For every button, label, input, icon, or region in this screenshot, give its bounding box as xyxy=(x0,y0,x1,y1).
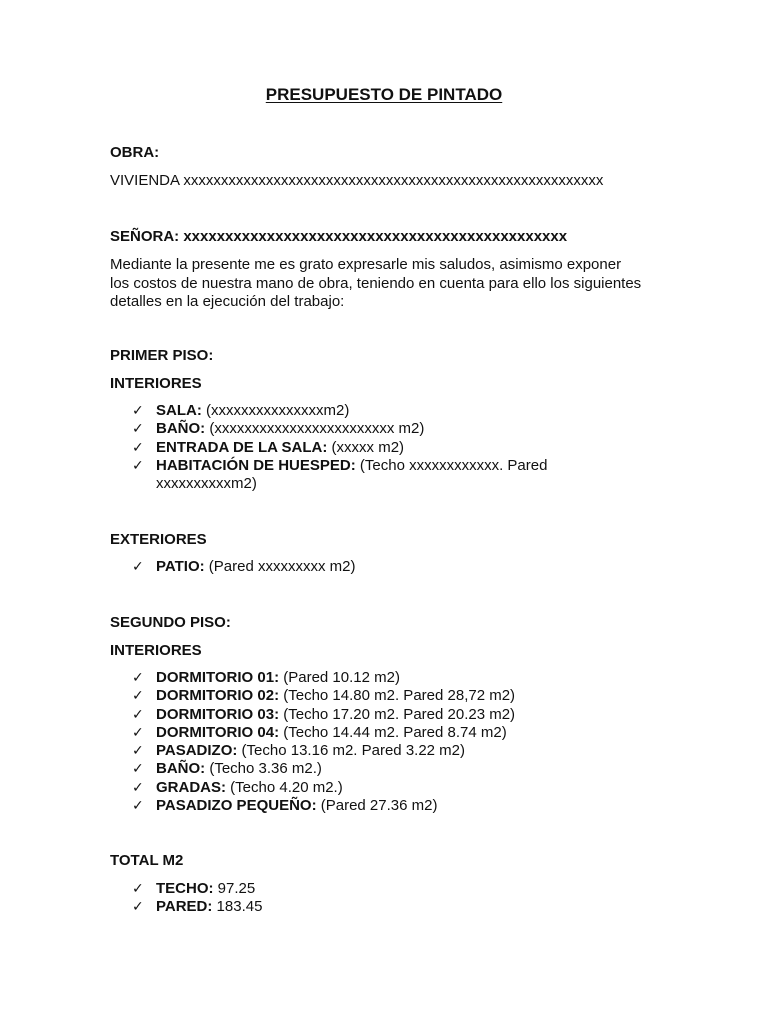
item-detail: (Techo 14.44 m2. Pared 8.74 m2) xyxy=(279,723,507,741)
check-icon: ✓ xyxy=(132,439,144,456)
list-item xyxy=(132,687,515,705)
document-title: PRESUPUESTO DE PINTADO xyxy=(265,85,503,104)
check-icon: ✓ xyxy=(132,403,144,419)
item-detail: (Techo 13.16 m2. Pared 3.22 m2) xyxy=(237,742,466,760)
item-label: BAÑO: xyxy=(156,760,206,778)
list-item xyxy=(132,880,262,898)
item-detail: 183.45 xyxy=(212,898,263,916)
segundo-piso-interiores-list xyxy=(132,669,515,815)
segundo-piso-interiores-heading: INTERIORES xyxy=(110,642,202,659)
item-label: GRADAS: xyxy=(156,778,226,796)
item-detail: (Pared xxxxxxxxx m2) xyxy=(204,558,356,575)
list-item xyxy=(132,402,547,420)
item-detail: (xxxxx m2) xyxy=(327,438,405,456)
obra-value: VIVIENDA xxxxxxxxxxxxxxxxxxxxxxxxxxxxxxxxxxxxxxxxxxxxxxxxxxxxxxxx xyxy=(110,172,604,189)
item-label: BAÑO: xyxy=(156,420,206,438)
check-icon: ✓ xyxy=(132,421,144,438)
list-item xyxy=(132,420,547,438)
list-item xyxy=(132,457,547,494)
check-icon: ✓ xyxy=(132,798,144,815)
list-item xyxy=(132,797,515,815)
check-icon: ✓ xyxy=(132,899,144,916)
intro-line: detalles en la ejecución del trabajo: xyxy=(110,293,345,310)
item-detail: (Techo 3.36 m2.) xyxy=(205,760,322,778)
list-item xyxy=(132,558,355,576)
list-item xyxy=(132,669,515,687)
check-icon: ✓ xyxy=(132,670,144,686)
check-icon: ✓ xyxy=(132,457,144,474)
item-label: DORMITORIO 01: xyxy=(156,669,280,686)
item-detail: (Pared 27.36 m2) xyxy=(316,797,438,815)
item-detail: (Techo 4.20 m2.) xyxy=(226,778,343,796)
item-detail: (Pared 10.12 m2) xyxy=(279,669,400,686)
item-detail: (Techo 17.20 m2. Pared 20.23 m2) xyxy=(279,705,516,723)
item-label: SALA: xyxy=(156,402,202,419)
item-detail: 97.25 xyxy=(213,880,256,897)
segundo-piso-heading: SEGUNDO PISO: xyxy=(110,614,231,631)
obra-label: OBRA: xyxy=(110,144,160,161)
item-detail-continued: xxxxxxxxxxm2) xyxy=(156,475,257,493)
primer-piso-exteriores-list xyxy=(132,558,355,576)
item-label: DORMITORIO 02: xyxy=(156,687,280,705)
item-label: PARED: xyxy=(156,898,213,916)
item-label: PASADIZO: xyxy=(156,742,238,760)
intro-line: los costos de nuestra mano de obra, teniendo en cuenta para ello los siguientes xyxy=(110,274,642,292)
item-detail: (Techo xxxxxxxxxxxx. Pared xyxy=(355,456,548,474)
list-item xyxy=(132,706,515,724)
total-heading: TOTAL M2 xyxy=(110,852,184,869)
primer-piso-interiores-list xyxy=(132,402,547,493)
check-icon: ✓ xyxy=(132,881,144,897)
item-label: DORMITORIO 03: xyxy=(156,705,280,723)
check-icon: ✓ xyxy=(132,559,144,575)
check-icon: ✓ xyxy=(132,761,144,778)
check-icon: ✓ xyxy=(132,706,144,723)
item-label: PASADIZO PEQUEÑO: xyxy=(156,797,317,815)
item-detail: (Techo 14.80 m2. Pared 28,72 m2) xyxy=(279,687,516,705)
item-detail: (xxxxxxxxxxxxxxxxxxxxxxxx m2) xyxy=(205,420,425,438)
list-item xyxy=(132,742,515,760)
list-item xyxy=(132,724,515,742)
primer-piso-interiores-heading: INTERIORES xyxy=(110,375,202,392)
primer-piso-exteriores-heading: EXTERIORES xyxy=(110,531,207,548)
item-label: PATIO: xyxy=(156,558,205,575)
check-icon: ✓ xyxy=(132,743,144,760)
intro-paragraph xyxy=(110,256,670,312)
senora-line: SEÑORA: xxxxxxxxxxxxxxxxxxxxxxxxxxxxxxxxxxxxxxxxxxxxxx xyxy=(110,228,568,245)
item-label: HABITACIÓN DE HUESPED: xyxy=(156,456,356,474)
check-icon: ✓ xyxy=(132,724,144,741)
list-item xyxy=(132,779,515,797)
intro-line: Mediante la presente me es grato expresarle mis saludos, asimismo exponer xyxy=(110,256,622,273)
item-label: DORMITORIO 04: xyxy=(156,723,280,741)
total-list xyxy=(132,880,262,917)
check-icon: ✓ xyxy=(132,779,144,796)
list-item xyxy=(132,439,547,457)
list-item xyxy=(132,898,262,916)
check-icon: ✓ xyxy=(132,688,144,705)
primer-piso-heading: PRIMER PISO: xyxy=(110,347,214,364)
item-label: TECHO: xyxy=(156,880,214,897)
list-item xyxy=(132,760,515,778)
item-detail: (xxxxxxxxxxxxxxxm2) xyxy=(201,402,350,419)
item-label: ENTRADA DE LA SALA: xyxy=(156,438,328,456)
